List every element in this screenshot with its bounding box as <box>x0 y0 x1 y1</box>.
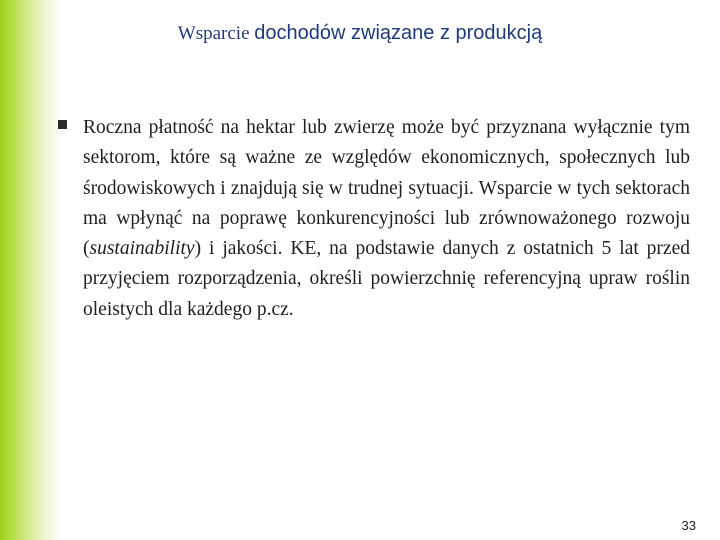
paragraph-text-before: Roczna płatność na hektar lub zwierzę może być przyznana wyłącznie tym sektorom, które są ważne ze względów ekonomicznych, społecznych lub środowiskowych i znajdują się w trudnej sytuacji. Wsparcie w tych sektorach ma wpłynąć na poprawę konkurencyjności lub zrównoważonego rozwoju ( <box>83 117 690 260</box>
page-number: 33 <box>681 518 696 533</box>
decorative-side-bar <box>0 0 62 540</box>
square-bullet-icon <box>58 120 67 129</box>
slide-title <box>0 20 720 45</box>
paragraph-text-after: ) i jakości. KE, na podstawie danych z ostatnich 5 lat przed przyjęciem rozporządzenia, określi powierzchnię referencyjną upraw roślin oleistych dla każdego p.cz. <box>83 238 690 320</box>
slide-content <box>58 113 690 325</box>
bullet-item <box>58 113 690 325</box>
bullet-paragraph <box>83 113 690 325</box>
slide-title-part-1: Wsparcie <box>177 23 255 44</box>
paragraph-italic-term: sustainability <box>89 238 195 260</box>
slide-title-part-2: dochodów związane z produkcją <box>254 22 543 44</box>
